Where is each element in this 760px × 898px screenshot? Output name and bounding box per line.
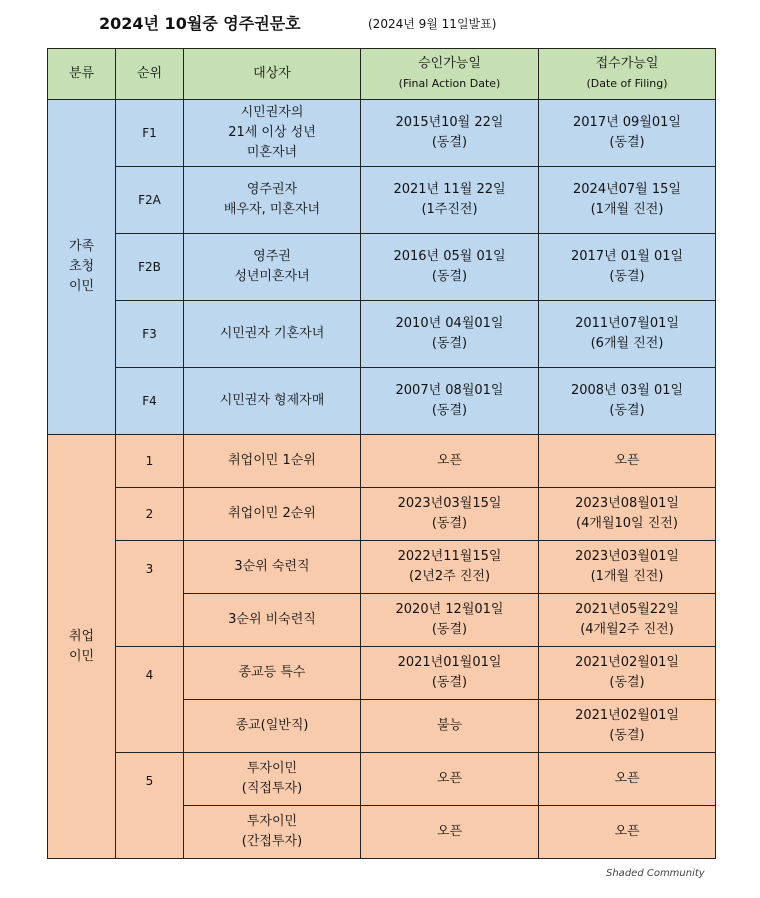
filing-cell: 오픈 [539,806,716,859]
target-cell: 취업이민 2순위 [184,488,361,541]
target-cell: 종교등 특수 [184,647,361,700]
filing-cell: 2017년 01월 01일 (동결) [539,234,716,301]
target-cell: 투자이민 (간접투자) [184,806,361,859]
table-row [48,301,716,368]
final-action-cell: 2015년10월 22일 (동결) [361,100,539,167]
target-cell: 3순위 숙련직 [184,541,361,594]
final-action-cell: 2016년 05월 01일 (동결) [361,234,539,301]
filing-cell: 2021년05월22일 (4개월2주 진전) [539,594,716,647]
final-action-cell: 2021년01월01일 (동결) [361,647,539,700]
header-filing-ko: 접수가능일 [595,56,659,71]
final-action-cell: 불능 [361,700,539,753]
category-employment: 취업 이민 [48,435,116,859]
filing-cell: 2023년08월01일 (4개월10일 진전) [539,488,716,541]
header-filing [539,49,716,100]
table-row [48,167,716,234]
table-row [48,100,716,167]
table-row [48,753,716,806]
header-rank: 순위 [116,49,184,100]
target-cell: 시민권자 기혼자녀 [184,301,361,368]
rank-cell: F1 [116,100,184,167]
target-cell: 3순위 비숙련직 [184,594,361,647]
header-filing-en: (Date of Filing) [586,77,668,90]
table-row [48,541,716,594]
header-target: 대상자 [184,49,361,100]
final-action-cell: 오픈 [361,806,539,859]
target-cell: 영주권 성년미혼자녀 [184,234,361,301]
filing-cell: 2021년02월01일 (동결) [539,700,716,753]
final-action-cell: 오픈 [361,753,539,806]
green-card-bulletin-table [47,48,716,859]
filing-cell: 2024년07월 15일 (1개월 진전) [539,167,716,234]
final-action-cell: 오픈 [361,435,539,488]
filing-cell: 2011년07월01일 (6개월 진전) [539,301,716,368]
header-category: 분류 [48,49,116,100]
filing-cell: 오픈 [539,435,716,488]
target-cell: 시민권자 형제자매 [184,368,361,435]
footer-credit: Shaded Community [606,868,705,879]
final-action-cell: 2007년 08월01일 (동결) [361,368,539,435]
target-cell: 영주권자 배우자, 미혼자녀 [184,167,361,234]
table-row [48,435,716,488]
final-action-cell: 2020년 12월01일 (동결) [361,594,539,647]
table-row [48,234,716,301]
filing-cell: 2021년02월01일 (동결) [539,647,716,700]
rank-cell: F4 [116,368,184,435]
table-row [48,368,716,435]
table-row [48,647,716,700]
page-title: 2024년 10월중 영주권문호 [99,14,301,33]
table-row [48,488,716,541]
header-final-action-en: (Final Action Date) [398,77,501,90]
filing-cell: 2023년03월01일 (1개월 진전) [539,541,716,594]
rank-cell: 5 [116,753,184,859]
header-final-action [361,49,539,100]
target-cell: 취업이민 1순위 [184,435,361,488]
filing-cell: 2008년 03월 01일 (동결) [539,368,716,435]
rank-cell: F2B [116,234,184,301]
category-family: 가족 초청 이민 [48,100,116,435]
final-action-cell: 2022년11월15일 (2년2주 진전) [361,541,539,594]
rank-cell: F3 [116,301,184,368]
target-cell: 시민권자의 21세 이상 성년 미혼자녀 [184,100,361,167]
announcement-date: (2024년 9월 11일발표) [368,17,497,31]
rank-cell: 4 [116,647,184,753]
target-cell: 투자이민 (직접투자) [184,753,361,806]
header-row [48,49,716,100]
filing-cell: 2017년 09월01일 (동결) [539,100,716,167]
rank-cell: 1 [116,435,184,488]
final-action-cell: 2023년03월15일 (동결) [361,488,539,541]
header-final-action-ko: 승인가능일 [418,56,481,71]
rank-cell: 3 [116,541,184,647]
final-action-cell: 2021년 11월 22일 (1주진전) [361,167,539,234]
final-action-cell: 2010년 04월01일 (동결) [361,301,539,368]
rank-cell: F2A [116,167,184,234]
target-cell: 종교(일반직) [184,700,361,753]
filing-cell: 오픈 [539,753,716,806]
rank-cell: 2 [116,488,184,541]
